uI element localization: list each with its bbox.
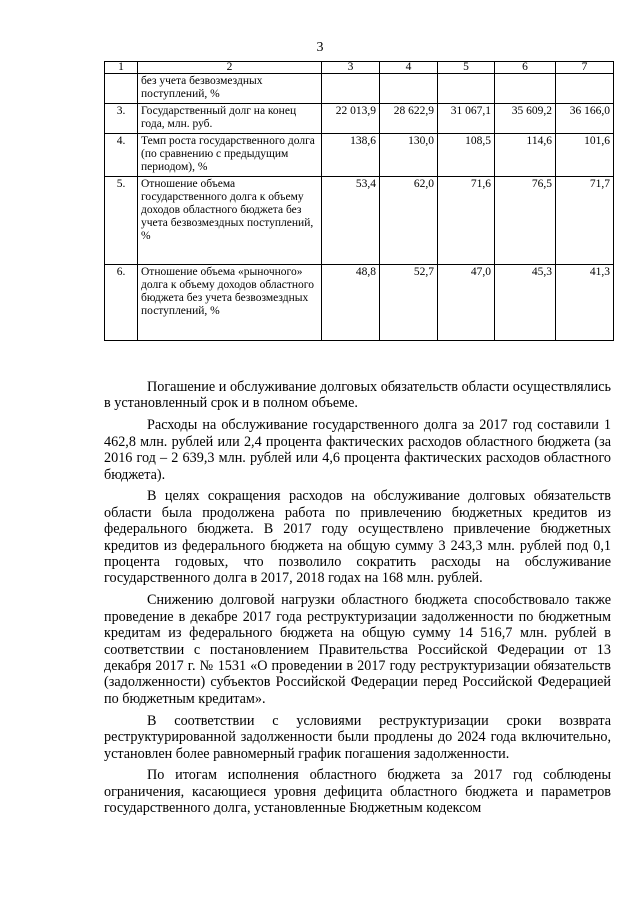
cell-value: 101,6 [556, 134, 614, 177]
cell-value: 71,7 [556, 177, 614, 265]
column-header: 1 [105, 62, 138, 74]
paragraph: В соответствии с условиями реструктуризации сроки возврата реструктурированной задолженности были продлены до 2024 года включительно, установлен более равномерный график погашения задолженности. [104, 712, 611, 762]
row-label: Отношение объема «рыночного» долга к объему доходов областного бюджета без учета безвозмездных поступлений, % [138, 265, 322, 341]
cell-value: 52,7 [380, 265, 438, 341]
row-label: Темп роста государственного долга (по сравнению с предыдущим периодом), % [138, 134, 322, 177]
table-row [105, 177, 614, 265]
table-row [105, 134, 614, 177]
debt-indicators-table [104, 61, 614, 341]
cell-value [495, 74, 556, 104]
table-row [105, 265, 614, 341]
paragraph: В целях сокращения расходов на обслуживание долговых обязательств области была продолжена работа по привлечению бюджетных кредитов из федерального бюджета. В 2017 году осуществлено привлечение бюджетных кредитов из федерального бюджета на общую сумму 3 243,3 млн. рублей под 0,1 процента годовых, что позволило сократить расходы на обслуживание государственного долга в 2017, 2018 годах на 168 млн. рублей. [104, 488, 611, 587]
cell-value: 36 166,0 [556, 104, 614, 134]
cell-value: 71,6 [438, 177, 495, 265]
table-row [105, 74, 614, 104]
column-header: 4 [380, 62, 438, 74]
cell-value [556, 74, 614, 104]
cell-value: 108,5 [438, 134, 495, 177]
cell-value: 31 067,1 [438, 104, 495, 134]
cell-value: 35 609,2 [495, 104, 556, 134]
column-header: 7 [556, 62, 614, 74]
cell-value: 138,6 [322, 134, 380, 177]
row-number [105, 74, 138, 104]
cell-value: 114,6 [495, 134, 556, 177]
column-header: 3 [322, 62, 380, 74]
row-number: 3. [105, 104, 138, 134]
row-number: 4. [105, 134, 138, 177]
cell-value: 53,4 [322, 177, 380, 265]
cell-value: 130,0 [380, 134, 438, 177]
paragraph: По итогам исполнения областного бюджета за 2017 год соблюдены ограничения, касающиеся уровня дефицита областного бюджета и параметров государственного долга, установленные Бюджетным кодексом [104, 767, 611, 817]
cell-value [322, 74, 380, 104]
paragraph: Расходы на обслуживание государственного долга за 2017 год составили 1 462,8 млн. рублей или 2,4 процента фактических расходов областного бюджета (за 2016 год – 2 639,3 млн. рублей или 4,6 процента фактических расходов областного бюджета). [104, 417, 611, 483]
table-header-row [105, 62, 614, 74]
row-number: 6. [105, 265, 138, 341]
cell-value: 22 013,9 [322, 104, 380, 134]
cell-value: 41,3 [556, 265, 614, 341]
table-row [105, 104, 614, 134]
cell-value [380, 74, 438, 104]
column-header: 6 [495, 62, 556, 74]
body-text [104, 379, 611, 822]
cell-value: 47,0 [438, 265, 495, 341]
cell-value: 28 622,9 [380, 104, 438, 134]
cell-value: 76,5 [495, 177, 556, 265]
row-label: Отношение объема государственного долга к объему доходов областного бюджета без учета безвозмездных поступлений, % [138, 177, 322, 265]
cell-value [438, 74, 495, 104]
cell-value: 48,8 [322, 265, 380, 341]
cell-value: 62,0 [380, 177, 438, 265]
column-header: 5 [438, 62, 495, 74]
row-number: 5. [105, 177, 138, 265]
column-header: 2 [138, 62, 322, 74]
paragraph: Снижению долговой нагрузки областного бюджета способствовало также проведение в декабре 2017 года реструктуризации задолженности по бюджетным кредитам из федерального бюджета на общую сумму 14 516,7 млн. рублей в соответствии с постановлением Правительства Российской Федерации от 13 декабря 2017 г. № 1531 «О проведении в 2017 году реструктуризации обязательств (задолженности) субъектов Российской Федерации перед Российской Федерацией по бюджетным кредитам». [104, 592, 611, 707]
paragraph: Погашение и обслуживание долговых обязательств области осуществлялись в установленный срок и в полном объеме. [104, 379, 611, 412]
row-label: без учета безвозмездных поступлений, % [138, 74, 322, 104]
page-number: 3 [316, 40, 324, 55]
cell-value: 45,3 [495, 265, 556, 341]
row-label: Государственный долг на конец года, млн. руб. [138, 104, 322, 134]
